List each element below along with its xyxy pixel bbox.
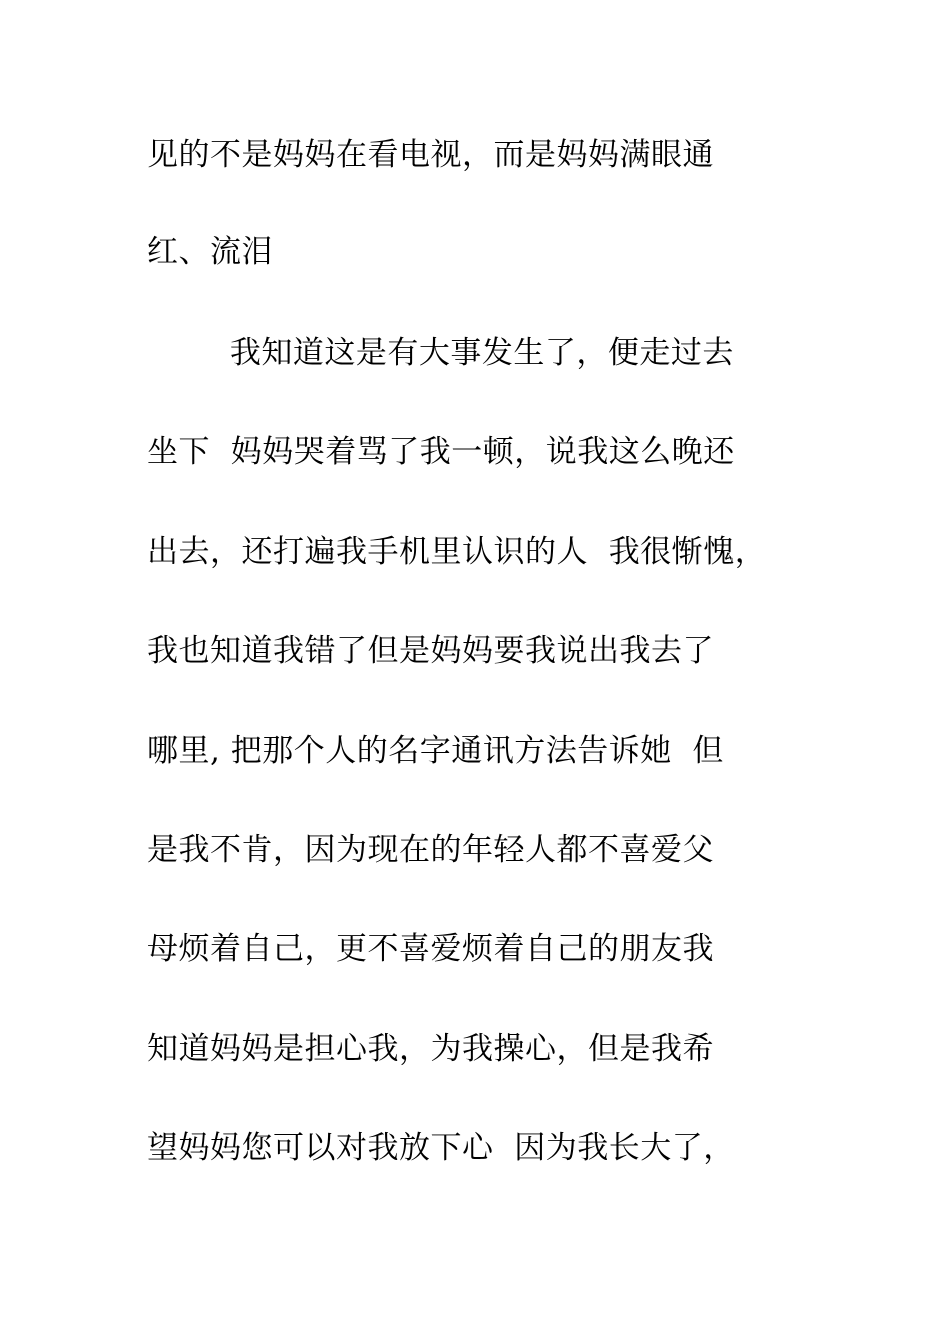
text-line-5: 出去，还打遍我手机里认识的人 我很惭愧， bbox=[147, 534, 767, 570]
text-line-2: 红、流泪 bbox=[147, 234, 273, 270]
text-line-9: 母烦着自己，更不喜爱烦着自己的朋友我 bbox=[147, 931, 714, 967]
text-line-4: 坐下 妈妈哭着骂了我一顿，说我这么晚还 bbox=[147, 434, 735, 470]
text-line-3: 我知道这是有大事发生了，便走过去 bbox=[147, 335, 734, 371]
text-line-7: 哪里, 把那个人的名字通讯方法告诉她 但 bbox=[147, 733, 724, 769]
text-line-11: 望妈妈您可以对我放下心 因为我长大了， bbox=[147, 1130, 735, 1166]
text-line-8: 是我不肯，因为现在的年轻人都不喜爱父 bbox=[147, 832, 714, 868]
text-line-1: 见的不是妈妈在看电视，而是妈妈满眼通 bbox=[147, 137, 714, 173]
text-line-10: 知道妈妈是担心我，为我操心，但是我希 bbox=[147, 1031, 714, 1067]
text-line-6: 我也知道我错了但是妈妈要我说出我去了 bbox=[147, 633, 714, 669]
